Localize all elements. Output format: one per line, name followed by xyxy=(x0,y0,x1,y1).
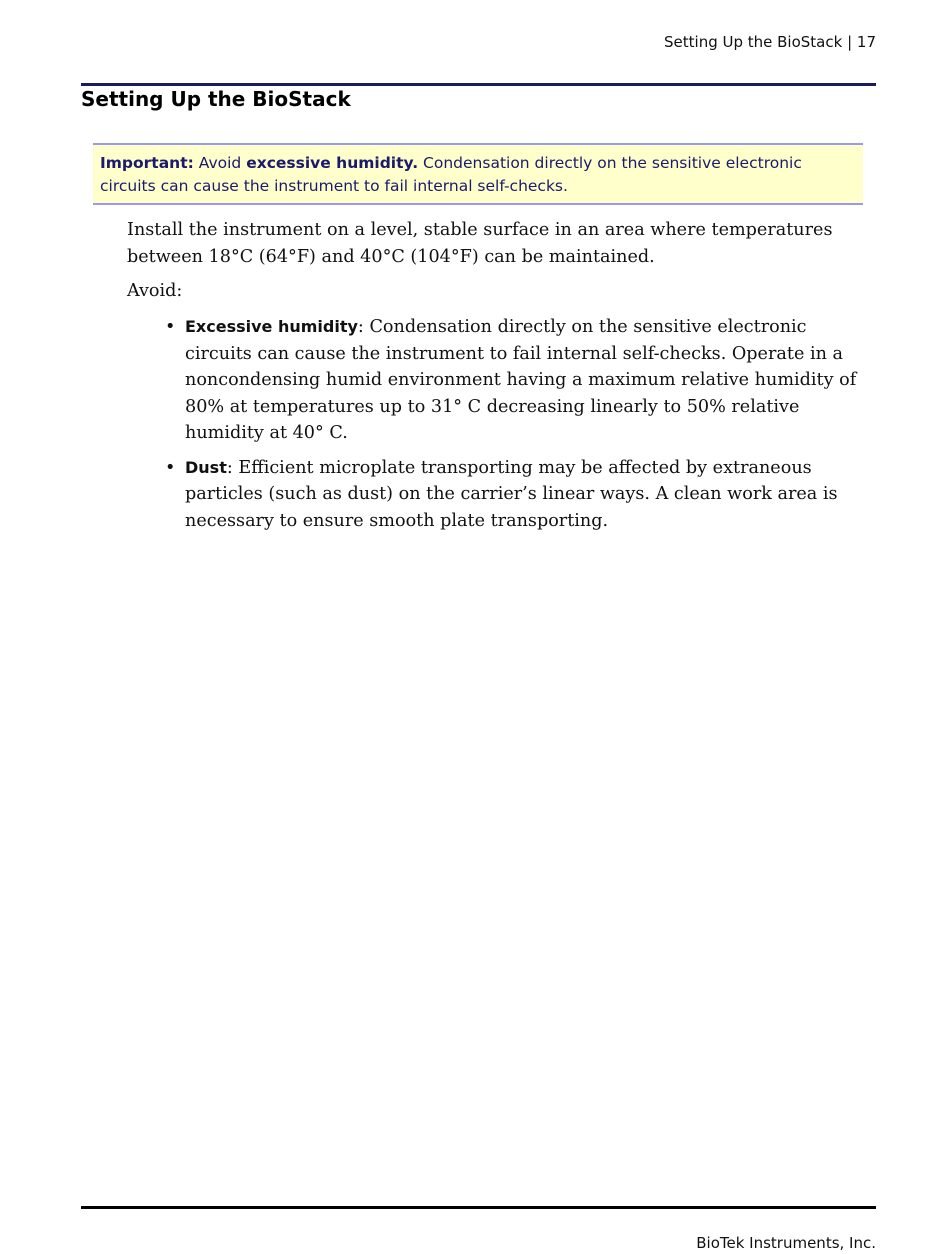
important-emphasis: excessive humidity. xyxy=(246,154,419,172)
bullet-term: Dust xyxy=(185,457,227,477)
footer-rule xyxy=(81,1206,876,1209)
important-body: Condensation directly on the sensitive electronic circuits can cause the instrument to fail internal self-checks. xyxy=(100,154,802,195)
important-note xyxy=(93,143,863,205)
list-item-humidity xyxy=(160,314,872,447)
list-item-dust xyxy=(160,455,872,535)
footer-company: BioTek Instruments, Inc. xyxy=(696,1234,876,1252)
bullet-text: : Condensation directly on the sensitive electronic circuits can cause the instrument to fail internal self-checks. Operate in a noncondensing humid environment having a maximum relative humidity of 80% at temperatures up to 31° C decreasing linearly to 50% relative humidity at 40° C. xyxy=(185,317,857,443)
important-label: Important: xyxy=(100,154,194,172)
bullet-icon: • xyxy=(165,317,176,337)
bullet-text: : Efficient microplate transporting may be affected by extraneous particles (such as dust) on the carrier’s linear ways. A clean work area is necessary to ensure smooth plate transporting. xyxy=(185,457,838,531)
bullet-icon: • xyxy=(165,457,176,478)
bullet-term: Excessive humidity xyxy=(185,317,358,336)
install-paragraph: Install the instrument on a level, stable surface in an area where temperatures between 18°C (64°F) and 40°C (104°F) can be maintained. xyxy=(127,220,833,267)
header-rule xyxy=(81,83,876,86)
section-title: Setting Up the BioStack xyxy=(81,87,351,111)
avoid-paragraph: Avoid: xyxy=(127,281,183,301)
running-header: Setting Up the BioStack | 17 xyxy=(664,33,876,51)
important-lead: Avoid xyxy=(193,154,247,172)
avoid-list xyxy=(160,314,872,542)
